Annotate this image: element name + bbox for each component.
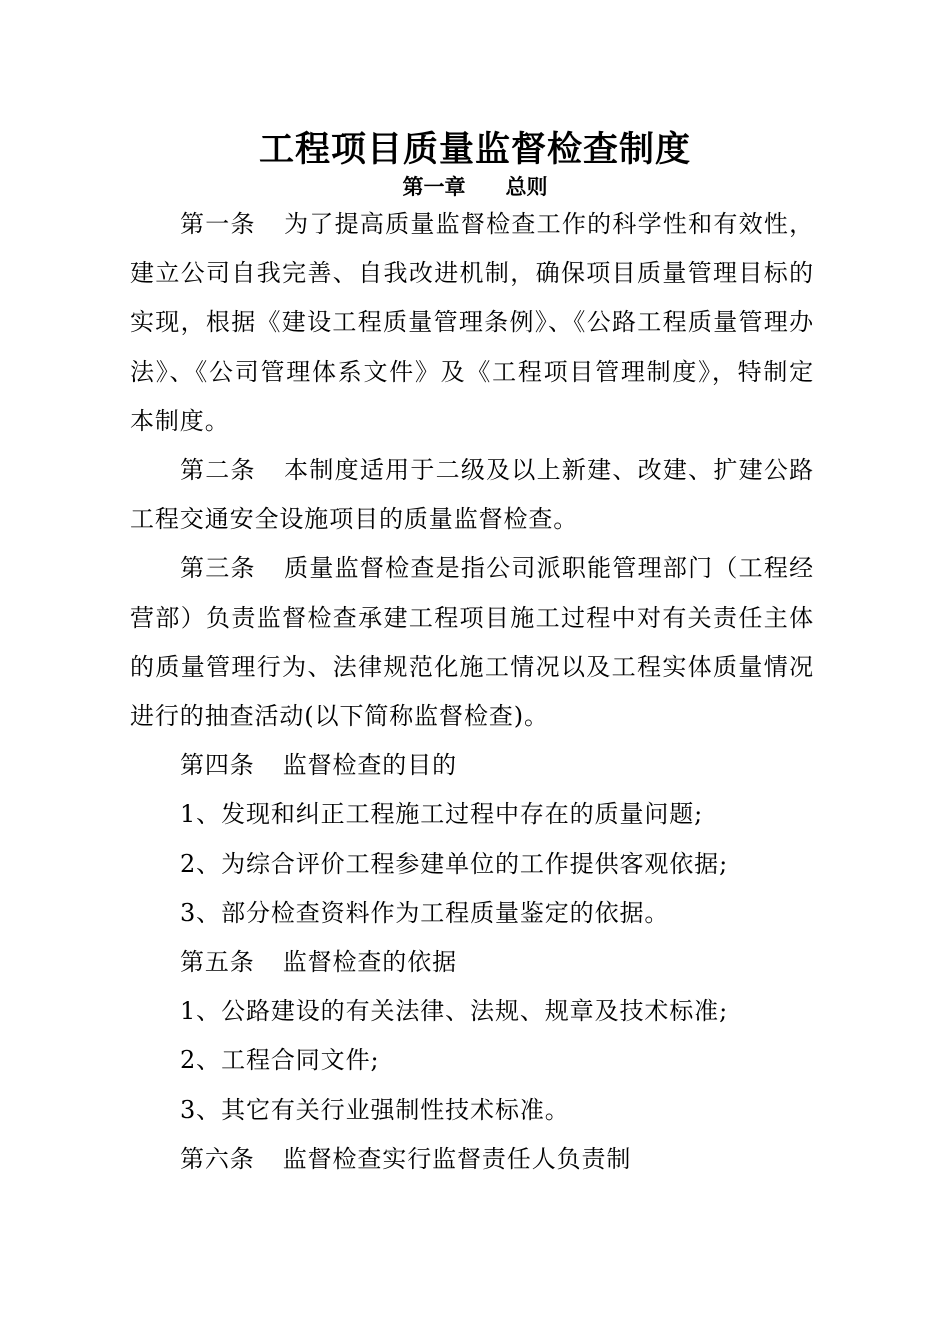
- article-4: [130, 741, 814, 790]
- list-item: 1、公路建设的有关法律、法规、规章及技术标准;: [180, 997, 729, 1026]
- article-3: [130, 544, 814, 741]
- article-label: 第六条: [180, 1144, 255, 1173]
- list-item: 2、工程合同文件;: [180, 1046, 380, 1075]
- article-2: [130, 446, 814, 544]
- article-1: [130, 200, 814, 446]
- list-item: 1、发现和纠正工程施工过程中存在的质量问题;: [180, 800, 704, 829]
- list-item: 3、其它有关行业强制性技术标准。: [180, 1095, 570, 1124]
- article-5: [130, 938, 814, 987]
- chapter-number: 第一章: [402, 174, 466, 199]
- article-text: 监督检查的依据: [282, 948, 458, 977]
- chapter-heading: [0, 172, 950, 202]
- article-text: 质量监督检查是指公司派职能管理部门（工程经营部）负责监督检查承建工程项目施工过程中对有关责任主体的质量管理行为、法律规范化施工情况以及工程实体质量情况进行的抽查活动(以下简称监督检查)。: [130, 554, 814, 731]
- article-text: 为了提高质量监督检查工作的科学性和有效性，建立公司自我完善、自我改进机制，确保项目质量管理目标的实现，根据《建设工程质量管理条例》、《公路工程质量管理办法》、《公司管理体系文件》及《工程项目管理制度》，特制定本制度。: [130, 210, 814, 435]
- article-text: 监督检查的目的: [282, 751, 458, 780]
- article-label: 第二条: [180, 456, 256, 485]
- article-label: 第一条: [180, 210, 256, 238]
- chapter-name: 总则: [505, 174, 548, 199]
- article-text: 监督检查实行监督责任人负责制: [282, 1144, 632, 1173]
- article-label: 第四条: [180, 751, 255, 780]
- article-6: [130, 1135, 814, 1184]
- document-body: [130, 200, 814, 1184]
- list-item: 2、为综合评价工程参建单位的工作提供客观依据;: [180, 849, 729, 878]
- article-label: 第五条: [180, 948, 255, 977]
- list-item: 3、部分检查资料作为工程质量鉴定的依据。: [180, 898, 670, 927]
- document-title: 工程项目质量监督检查制度: [258, 129, 691, 170]
- article-text: 本制度适用于二级及以上新建、改建、扩建公路工程交通安全设施项目的质量监督检查。: [130, 456, 814, 534]
- article-label: 第三条: [180, 554, 256, 583]
